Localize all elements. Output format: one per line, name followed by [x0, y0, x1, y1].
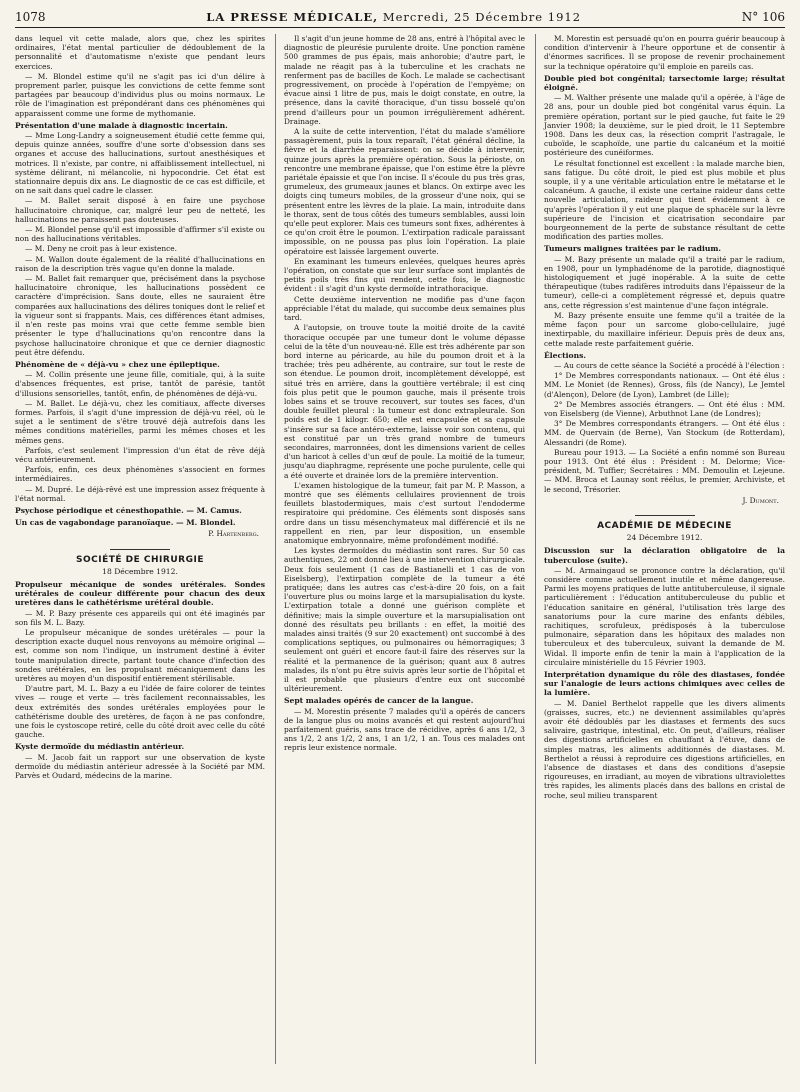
paragraph: — M. Deny ne croit pas à leur existence. [25, 244, 177, 254]
paragraph: — M. Wallon doute également de la réalité d'hallucinations en raison de la description très vague qu'en donne la malade. [15, 254, 265, 273]
divider [635, 515, 695, 516]
paragraph: — Au cours de cette séance la Société a procédé à l'élection : [554, 360, 785, 370]
paragraph: M. Bazy présente ensuite une femme qu'il a traitée de la même façon pour un sarcome globo-cellulaire, jugé inextirpable, du maxillaire inférieur. Depuis près de deux ans, cette malade reste parfaitement guérie. [544, 310, 785, 348]
journal-name: LA PRESSE MÉDICALE, [206, 10, 379, 24]
paragraph: — M. Collin présente une jeune fille, comitiale, qui, à la suite d'absences fréquentes, est prise, tantôt de parésie, tantôt d'illusions sensorielles, tantôt, enfin, de phénomènes de déjà-vu. [15, 370, 265, 398]
paragraph: Parfois, enfin, ces deux phénomènes s'associent en formes intermédiaires. [15, 465, 265, 484]
paragraph: Bureau pour 1913. — La Société a enfin nommé son Bureau pour 1913. Ont été élus : Président : M. Delorme; Vice-président, M. Tuffier; Secrétaires : MM. Demoulin et Lejeune. — MM. Broca et Launay sont réélus, le premier, Archiviste, et le second, Trésorier. [544, 447, 785, 494]
article-heading: Propulseur mécanique de sondes urétérales. Sondes urétérales de couleur différente pour chacun des deux uretères dans le cathétérisme urétéral double. [15, 579, 265, 608]
paragraph: — M. Morestin présente 7 malades qu'il a opérés de cancers de la langue plus ou moins avancés et qui restent aujourd'hui parfaitement guéris, sans trace de récidive, après 6 ans 1/2, 3 ans 1/2, 2 ans 1/2, 2 ans, 1 an 1/2, 1 an. Tous ces malades ont repris leur existence normale. [284, 706, 525, 753]
paragraph: Le propulseur mécanique de sondes urétérales — pour la description exacte duquel nous renvoyons au mémoire original — est, comme son nom l'indique, un instrument destiné à éviter toute manipulation directe, partant toute chance d'infection des sondes urétérales, en les propulsant mécaniquement dans les uretères au moyen d'un dispositif entièrement stérilisable. [15, 627, 265, 683]
paragraph: A la suite de cette intervention, l'état du malade s'améliore passagèrement, puis la toux reparaît, l'état général décline, la fièvre et la diarrhée reparaissent: on se décide à intervenir, quinze jours après la première opération. Sous la périoste, on rencontre une membrane épaisse, que l'on estime être la plèvre pariétale épaissie et que l'on incise. Il s'écoule du pus très gras, grumeleux, des grumeaux jaunes et blancs. On extirpe avec les doigts cinq tumeurs mobiles, de la grosseur d'une noix, qui se présentent entre les lèvres de la plaie. La main, introduite dans le thorax, sent de tous côtés des tumeurs semblables, aussi loin qu'elle peut explorer. Mais ces tumeurs sont fixes, adhérentes à ce qu'on croit être le poumon. L'extirpation radicale paraissant impossible, on ne poussa pas plus loin l'opération. La plaie opératoire est laissée largement ouverte. [284, 127, 525, 256]
paragraph: M. Morestin est persuadé qu'on en pourra guérir beaucoup à condition d'intervenir à l'heure opportune et de consentir à d'énormes sacrifices. Il se propose de revenir prochainement sur la technique opératoire qu'il emploie en pareils cas. [544, 34, 785, 71]
signature: J. Dumont. [742, 495, 779, 505]
signature: P. Hartenberg. [208, 529, 259, 539]
paragraph: — M. Ballet fait remarquer que, précisément dans la psychose hallucinatoire chronique, les hallucinations possèdent ce caractère d'imprécision. Sans doute, elles ne sauraient être comparées aux hallucinations des délires toniques dont le relief et la vigueur sont si frappants. Mais, ces différences étant admises, il n'en reste pas moins vrai que cette femme semble bien présenter le type d'hallucinations qu'on rencontre dans la psychose hallucinatoire chronique et que ce dernier diagnostic peut être défendu. [15, 274, 265, 357]
article-heading: Sept malades opérés de cancer de la langue. [284, 696, 474, 706]
paragraph: — Mme Long-Landry a soigneusement étudié cette femme qui, depuis quinze années, souffre d'une sorte d'obsession dans ses organes et accuse des hallucinations, surtout anesthésiques et motrices. Il n'existe, par contre, ni affaiblissement intellectuel, ni système délirant, ni mélancolie, ni hypocondrie. Cet état est stationnaire depuis dix ans. Le diagnostic de ce cas est difficile, et on ne sait dans quel cadre le classer. [15, 131, 265, 196]
paragraph: — M. Walther présente une malade qu'il a opérée, à l'âge de 28 ans, pour un double pied bot congénital varus équin. La première opération, portant sur le pied gauche, fut faite le 29 Janvier 1908; la deuxième, sur le pied droit, le 11 Septembre 1908. Dans les deux cas, la résection comprit l'astragale, le cuboïde, le scaphoïde, une partie du calcanéum et la moitié postérieure des cunéiformes. [544, 93, 785, 158]
paragraph: Le résultat fonctionnel est excellent : la malade marche bien, sans fatigue. Du côté droit, le pied est plus mobile et plus souple, il y a une véritable articulation entre le métatarse et le calcanéum. A gauche, il existe une certaine raideur dans cette nouvelle articulation, raideur qui tient évidemment à ce qu'après l'opération il y eut une plaque de sphacèle sur la lèvre supérieure de l'incision et cicatrisation secondaire par bourgeonnement de la perte de substance résultant de cette modification des parties molles. [544, 158, 785, 242]
paragraph: — M. Jacob fait un rapport sur une observation de kyste dermoïde du médiastin antérieur adressée à la Société par MM. Parvès et Oudard, médecins de la marine. [15, 752, 265, 781]
divider [110, 549, 170, 550]
paragraph: Cette deuxième intervention ne modifie pas d'une façon appréciable l'état du malade, qui succombe deux semaines plus tard. [284, 294, 525, 323]
section-header [544, 515, 785, 542]
column-3 [535, 34, 785, 1064]
article-heading: Un cas de vagabondage paranoïaque. — M. Blondel. [15, 518, 236, 528]
paragraph: dans lequel vit cette malade, alors que, chez les spirites ordinaires, l'état mental particulier de dédoublement de la personnalité et d'automatisme n'existe que pendant leurs exercices. [15, 34, 265, 71]
paragraph: — M. Bazy présente un malade qu'il a traité par le radium, en 1908, pour un lymphadénome de la parotide, diagnostiqué histologiquement et jugé inopérable. A la suite de cette thérapeutique (tubes radifères introduits dans l'épaisseur de la tumeur), celle-ci a complètement régressé et, depuis quatre ans, cette régression s'est maintenue d'une façon intégrale. [544, 254, 785, 310]
paragraph: 2° De Membres associés étrangers. — Ont été élus : MM. von Eiselsberg (de Vienne), Arbuthnot Lane (de Londres); [544, 399, 785, 418]
paragraph: — M. Blondel estime qu'il ne s'agit pas ici d'un délire à proprement parler, puisque les convictions de cette femme sont partagées par beaucoup d'individus plus ou moins normaux. Le rôle de l'imagination est prépondérant dans ces phénomènes qui apparaissent comme une forme de mythomanie. [15, 71, 265, 118]
paragraph: — M. Ballet. Le déjà-vu, chez les comitiaux, affecte diverses formes. Parfois, il s'agit d'une impression de déjà-vu réel, où le sujet a le sentiment de s'être trouvé déjà autrefois dans les mêmes conditions matérielles, parmi les mêmes choses et les mêmes gens. [15, 398, 265, 445]
issue-number: N° 106 [741, 10, 785, 24]
article-heading: Discussion sur la déclaration obligatoire de la tuberculose (suite). [544, 546, 785, 565]
article-heading: Élections. [544, 350, 587, 360]
article-heading: Phénomène de « déjà-vu » chez une épileptique. [15, 359, 220, 369]
paragraph: A l'autopsie, on trouve toute la moitié droite de la cavité thoracique occupée par une tumeur dont le volume dépasse celui de la tête d'un nouveau-né. Elle est très adhérente par son bord interne au péricarde, au hile du poumon droit et à la trachée; très peu adhérente, au contraire, sur tout le reste de son étendue. Le poumon droit, incomplètement développé, est situé très en arrière, dans la gouttière vertébrale; il est cinq fois plus petit que le poumon gauche, mais il présente trois lobes sains et se trouve recouvert, sur toutes ses faces, d'un double feuillet pleural : la tumeur est donc extrapleurale. Son poids est de 1 kilogr. 650; elle est encapsulée et sa capsule s'insère sur sa face antéro-externe, laisse voir son contenu, qui est constitué par un très grand nombre de tumeurs secondaires, marronnées, dont les dimensions varient de celles d'un haricot à celles d'un œuf de poule. La moitié de la tumeur, jusqu'au diaphragme, représente une poche purulente, celle qui a été ouverte et drainée lors de la première intervention. [284, 323, 525, 480]
running-head [15, 10, 785, 28]
paragraph: En examinant les tumeurs enlevées, quelques heures après l'opération, on constate que sur leur surface sont implantés de petits poils très fins qui rendent, cette fois, le diagnostic évident : il s'agit d'un kyste dermoïde intrathoracique. [284, 256, 525, 294]
article-heading: Tumeurs malignes traitées par le radium. [544, 244, 722, 254]
paragraph: 1° De Membres correspondants nationaux. — Ont été élus : MM. Le Moniet (de Rennes), Gross, fils (de Nancy), Le Jemtel (d'Alençon), Delore (de Lyon), Lambret (de Lille); [544, 371, 785, 399]
paragraph: — M. Armaingaud se prononce contre la déclaration, qu'il considère comme actuellement inutile et même dangereuse. Parmi les moyens pratiques de lutte antituberculeuse, il signale particulièrement : l'éducation antituberculeuse du public et l'éducation sanitaire en général, l'utilisation très large des sanatoriums pour la cure marine des enfants débiles, rachitiques, scrofuleux, prédisposés à la tuberculose pulmonaire, séparation dans les hôpitaux des malades non tuberculeux et des tuberculeux, suivant la demande de M. Widal. Il importe enfin de tenir la main à l'application de la circulaire ministérielle du 15 Février 1903. [544, 565, 785, 667]
paragraph: Parfois, c'est seulement l'impression d'un état de rêve déjà vécu antérieurement. [15, 445, 265, 464]
article-heading: Psychose périodique et cénesthopathie. — M. Camus. [15, 505, 242, 515]
paragraph: — M. Daniel Berthelot rappelle que les divers aliments (graisses, sucres, etc.) ne deviennent assimilables qu'après avoir été dédoublés par les diastases et ferments des sucs salivaire, gastrique, intestinal, etc. On peut, d'ailleurs, réaliser des digestions artificielles en chauffant à l'étuve, dans de simples matras, les aliments additionnés de diastases. M. Berthelot a réussi à reproduire ces digestions artificielles, en l'absence de diastases et dans des conditions d'asepsie rigoureuses, en irradiant, au moyen de vibrations ultraviolettes très rapides, les aliments placés dans des ballons en cristal de roche, seul milieu transparent [544, 698, 785, 800]
page-number: 1078 [15, 10, 46, 24]
paragraph: — M. P. Bazy présente ces appareils qui ont été imaginés par son fils M. L. Bazy. [15, 608, 265, 627]
journal-title [206, 10, 581, 24]
section-title: ACADÉMIE DE MÉDECINE [597, 520, 732, 531]
issue-date: Mercredi, 25 Décembre 1912 [382, 10, 582, 24]
paragraph: 3° De Membres correspondants étrangers. — Ont été élus : MM. de Quervain (de Berne), Van Stockum (de Rotterdam), Alessandri (de Rome). [544, 419, 785, 447]
columns [15, 34, 785, 1064]
section-date: 24 Décembre 1912. [626, 533, 703, 543]
column-1 [15, 34, 265, 1064]
article-heading: Kyste dermoïde du médiastin antérieur. [15, 742, 185, 752]
article-heading: Interprétation dynamique du rôle des diastases, fondée sur l'analogie de leurs actions chimiques avec celles de la lumière. [544, 670, 785, 698]
paragraph: — M. Dupré. Le déjà-rêvé est une impression assez fréquente à l'état normal. [15, 484, 265, 503]
section-title: SOCIÉTÉ DE CHIRURGIE [76, 554, 204, 565]
newspaper-page [15, 10, 785, 1072]
paragraph: — M. Blondel pense qu'il est impossible d'affirmer s'il existe ou non des hallucinations véritables. [15, 225, 265, 244]
column-2 [275, 34, 525, 1064]
paragraph: Les kystes dermoïdes du médiastin sont rares. Sur 50 cas authentiques, 22 ont donné lieu à une intervention chirurgicale. Deux fois seulement (1 cas de Bastianelli et 1 cas de von Eiselsberg), l'extirpation complète de la tumeur a été pratiquée; dans les autres cas c'est-à-dire 20 fois, on a fait l'ouverture plus ou moins large et la marsupialisation du kyste. L'extirpation totale a donné une guérison complète et définitive; mais la simple ouverture et la marsupialisation ont donné des résultats peu brillants : en effet, la moitié des malades ainsi traités (9 sur 20 exactement) ont succombé à des complications septiques, ou pulmonaires ou hémorragiques; 3 seulement ont guéri et encore faut-il faire des réserves sur la réalité et la permanence de la guérison; quant aux 8 autres malades, ils n'ont pu être suivis après leur sortie de l'hôpital et il est probable que plusieurs d'entre eux ont succombé ultérieurement. [284, 546, 525, 694]
paragraph: L'examen histologique de la tumeur, fait par M. P. Masson, a montré que ses éléments cellulaires proviennent de trois feuillets blastodermiques, mais c'est surtout l'endoderme respiratoire qui prédomine. Ces éléments sont disposés sans ordre dans un tissu mésenchymateux mal différencié et ils ne rappellent en rien, par leur disposition, un ensemble anatomique embryonnaire, même profondément modifié. [284, 480, 525, 545]
paragraph: Il s'agit d'un jeune homme de 28 ans, entré à l'hôpital avec le diagnostic de pleurésie purulente droite. Une ponction ramène 500 grammes de pus épais, mais anhorobie; d'autre part, le malade ne réagit pas à la tuberculine et les crachats ne renferment pas de bacilles de Koch. Le malade se cachectisant progressivement, on procède à l'opération de l'empyème; on évacue ainsi 1 litre de pus, mais le doigt constate, en outre, la présence, dans la cavité thoracique, d'un tissu bosselé qu'on prend d'ailleurs pour un poumon irrégulièrement adhérent. Drainage. [284, 34, 525, 126]
article-heading: Présentation d'une malade à diagnostic incertain. [15, 120, 228, 130]
paragraph: — M. Ballet serait disposé à en faire une psychose hallucinatoire chronique, car, malgré leur peu de netteté, les hallucinations ne paraissent pas douteuses. [15, 196, 265, 224]
section-date: 18 Décembre 1912. [102, 566, 178, 576]
section-header [15, 549, 265, 576]
article-heading: Double pied bot congénital; tarsectomie large; résultat éloigné. [544, 73, 785, 93]
paragraph: D'autre part, M. L. Bazy a eu l'idée de faire colorer de teintes vives — rouge et verte — très facilement reconnaissables, les deux extrémités des sondes urétérales employées pour le cathétérisme double des uretères, de façon à ne pas confondre, une fois le cystoscope retiré, celle du côté droit avec celle du côté gauche. [15, 684, 265, 740]
